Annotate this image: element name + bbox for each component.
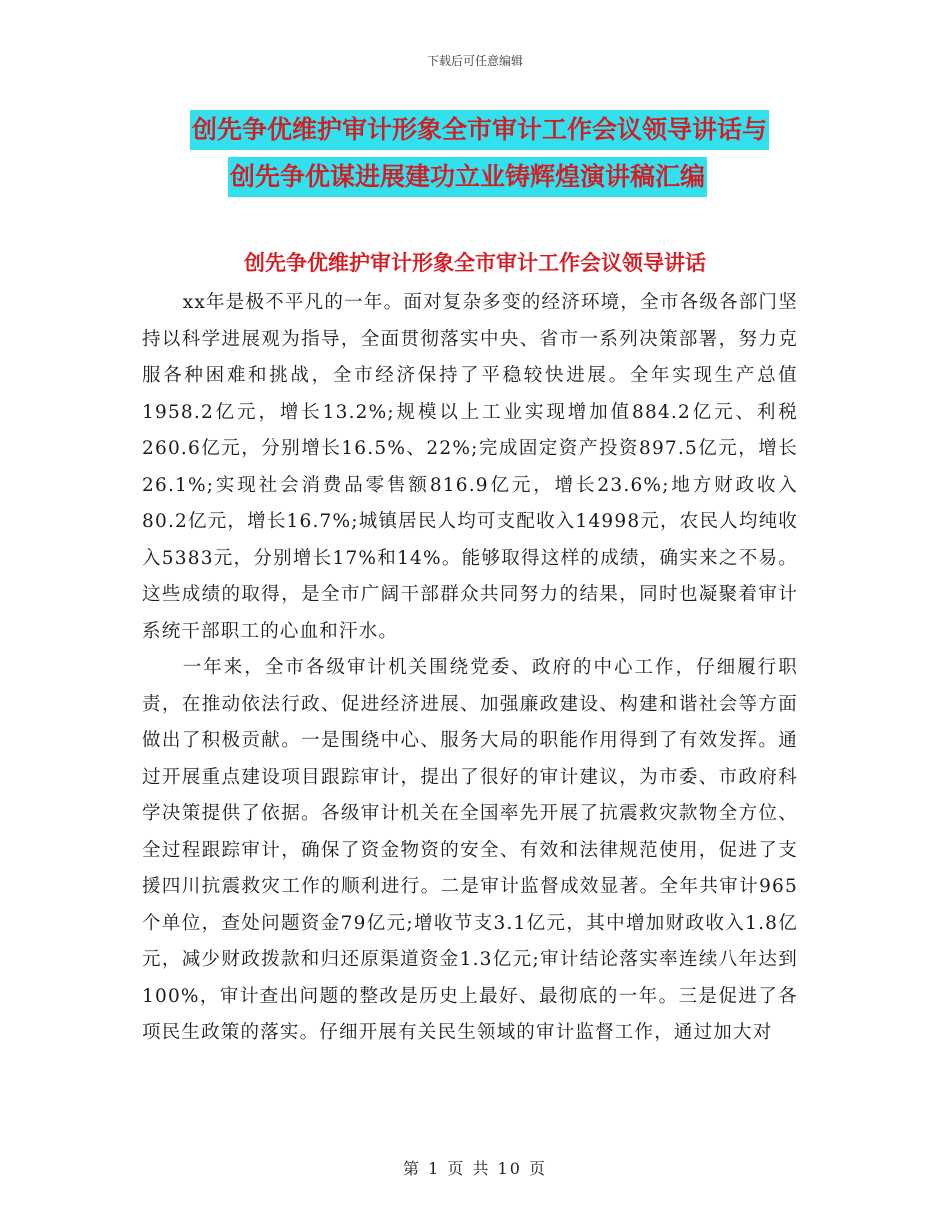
document-title-line-1: 创先争优维护审计形象全市审计工作会议领导讲话与 — [190, 110, 769, 150]
document-body — [142, 285, 798, 1052]
body-paragraph-2: 一年来，全市各级审计机关围绕党委、政府的中心工作，仔细履行职责，在推动依法行政、促进经济进展、加强廉政建设、构建和谐社会等方面做出了积极贡献。一是围绕中心、服务大局的职能作用得到了有效发挥。通过开展重点建设项目跟踪审计，提出了很好的审计建议，为市委、市政府科学决策提供了依据。各级审计机关在全国率先开展了抗震救灾款物全方位、全过程跟踪审计，确保了资金物资的安全、有效和法律规范使用，促进了支援四川抗震救灾工作的顺利进行。二是审计监督成效显著。全年共审计965个单位，查处问题资金79亿元;增收节支3.1亿元，其中增加财政收入1.8亿元，减少财政拨款和归还原渠道资金1.3亿元;审计结论落实率连续八年达到100%，审计查出问题的整改是历史上最好、最彻底的一年。三是促进了各项民生政策的落实。仔细开展有关民生领域的审计监督工作，通过加大对 — [142, 657, 798, 1043]
body-paragraph-1: xx年是极不平凡的一年。面对复杂多变的经济环境，全市各级各部门坚持以科学进展观为指导，全面贯彻落实中央、省市一系列决策部署，努力克服各种困难和挑战，全市经济保持了平稳较快进展。全年实现生产总值1958.2亿元，增长13.2%;规模以上工业实现增加值884.2亿元、利税260.6亿元，分别增长16.5%、22%;完成固定资产投资897.5亿元，增长26.1%;实现社会消费品零售额816.9亿元，增长23.6%;地方财政收入80.2亿元，增长16.7%;城镇居民人均可支配收入14998元，农民人均纯收入5383元，分别增长17%和14%。能够取得这样的成绩，确实来之不易。这些成绩的取得，是全市广阔干部群众共同努力的结果，同时也凝聚着审计系统干部职工的心血和汗水。 — [142, 292, 798, 642]
page-header: 下载后可任意编辑 — [426, 54, 523, 68]
page-number-footer: 第 1 页 共 10 页 — [403, 1159, 547, 1178]
section-title: 创先争优维护审计形象全市审计工作会议领导讲话 — [244, 251, 706, 275]
document-title-line-2: 创先争优谋进展建功立业铸辉煌演讲稿汇编 — [228, 157, 707, 197]
